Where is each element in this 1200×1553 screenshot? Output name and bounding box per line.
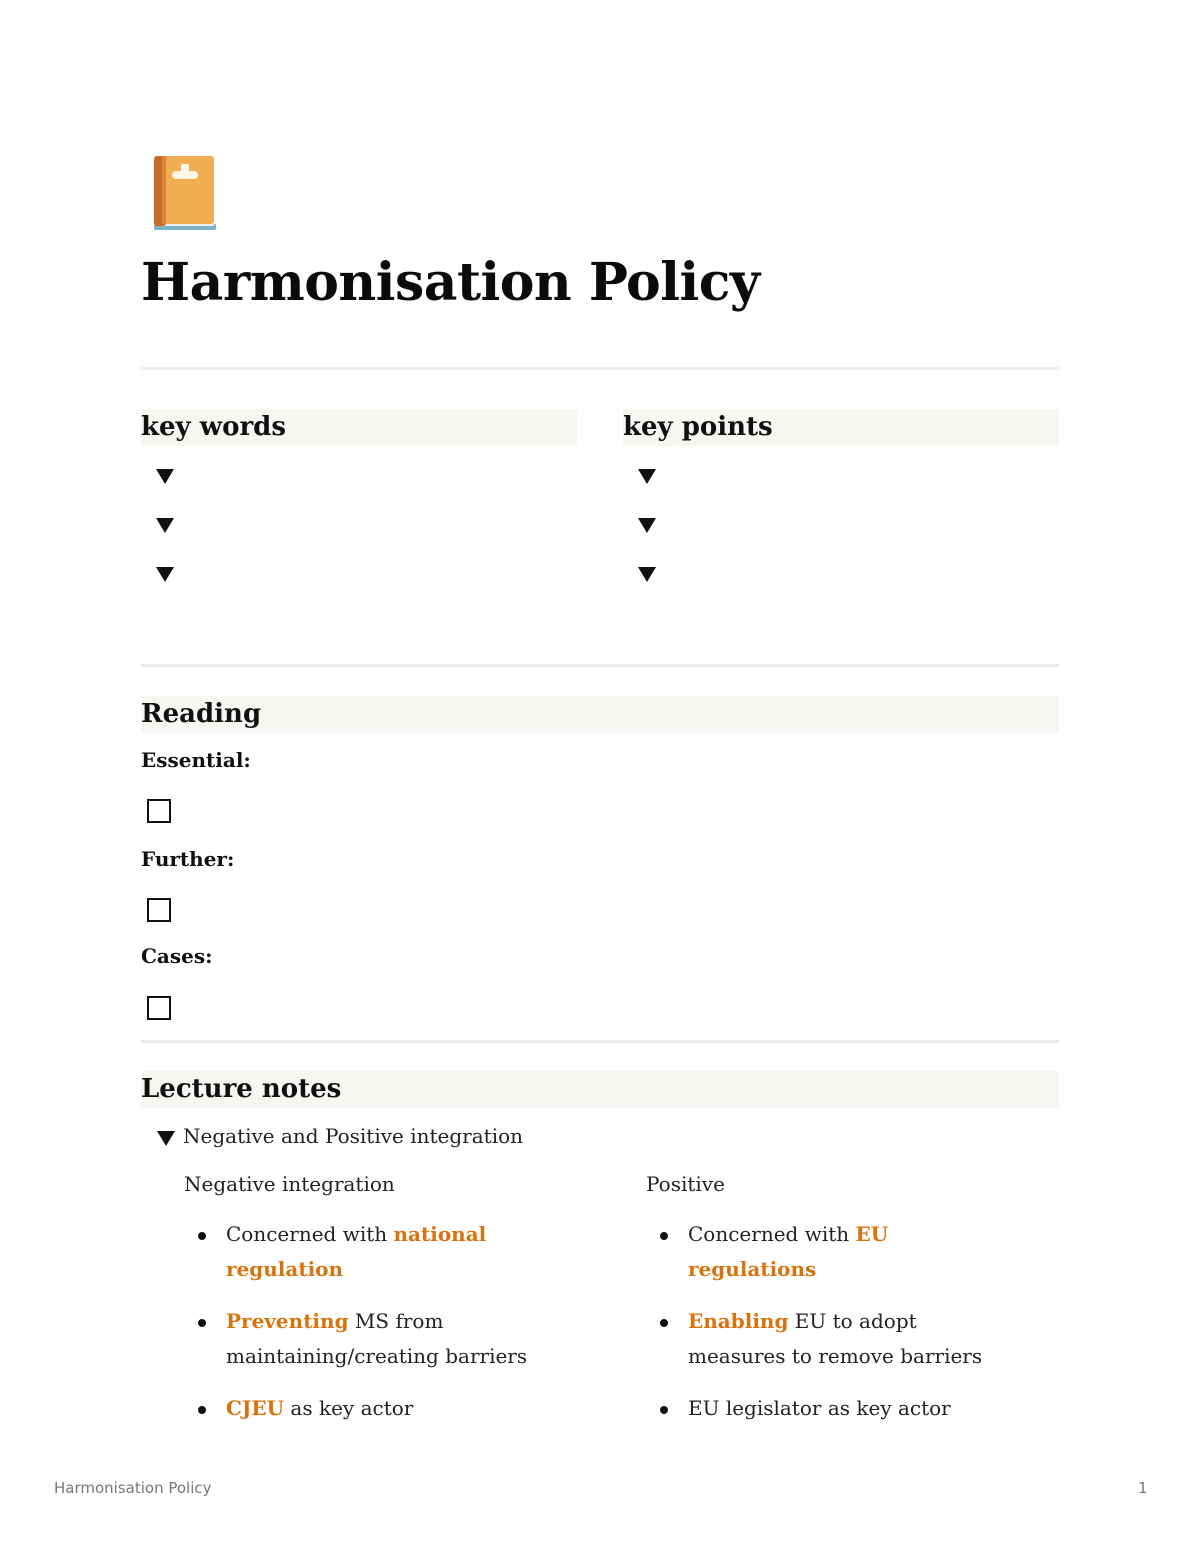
bullet-icon (660, 1319, 668, 1327)
divider (141, 664, 1059, 667)
list-item (646, 1304, 1016, 1374)
cases-checkbox[interactable] (147, 996, 171, 1020)
essential-label: Essential: (141, 748, 251, 772)
cases-label: Cases: (141, 944, 213, 968)
lecture-notes-heading: Lecture notes (141, 1071, 1059, 1108)
key-points-heading: key points (623, 409, 1059, 446)
bullet-icon (198, 1232, 206, 1240)
item-text: EU legislator as key actor (688, 1396, 951, 1420)
toggle-triangle-icon[interactable] (156, 518, 174, 533)
list-item (184, 1304, 554, 1374)
page-title: Harmonisation Policy (141, 252, 760, 313)
highlighted-text: Preventing (226, 1309, 349, 1333)
highlighted-text: EU regulations (688, 1222, 889, 1281)
bullet-icon (660, 1232, 668, 1240)
further-checkbox[interactable] (147, 898, 171, 922)
toggle-triangle-icon[interactable] (156, 469, 174, 484)
toggle-triangle-icon[interactable] (156, 567, 174, 582)
toggle-triangle-icon[interactable] (157, 1131, 175, 1146)
key-words-heading: key words (141, 409, 577, 446)
footer-title: Harmonisation Policy (54, 1479, 212, 1497)
list-item (184, 1217, 554, 1287)
negative-integration-heading: Negative integration (184, 1172, 395, 1196)
toggle-triangle-icon[interactable] (638, 469, 656, 484)
highlighted-text: CJEU (226, 1396, 285, 1420)
positive-heading: Positive (646, 1172, 725, 1196)
bullet-icon (198, 1406, 206, 1414)
toggle-triangle-icon[interactable] (638, 518, 656, 533)
item-text: Concerned with (226, 1222, 394, 1246)
item-text: EU to adopt measures to remove barriers (688, 1309, 983, 1368)
book-icon (152, 154, 218, 232)
essential-checkbox[interactable] (147, 799, 171, 823)
list-item (646, 1217, 1016, 1287)
toggle-label[interactable]: Negative and Positive integration (183, 1124, 524, 1148)
list-item (646, 1391, 1016, 1426)
list-item (184, 1391, 554, 1426)
divider (141, 1040, 1059, 1043)
negative-integration-list (184, 1217, 554, 1443)
highlighted-text: Enabling (688, 1309, 789, 1333)
positive-list (646, 1217, 1016, 1443)
further-label: Further: (141, 847, 235, 871)
toggle-triangle-icon[interactable] (638, 567, 656, 582)
highlighted-text: national regulation (226, 1222, 487, 1281)
divider (141, 367, 1059, 370)
item-text: Concerned with (688, 1222, 856, 1246)
reading-heading: Reading (141, 696, 1059, 733)
item-text: MS from maintaining/creating barriers (226, 1309, 528, 1368)
page-number: 1 (1138, 1479, 1148, 1497)
bullet-icon (198, 1319, 206, 1327)
item-text: as key actor (284, 1396, 414, 1420)
bullet-icon (660, 1406, 668, 1414)
